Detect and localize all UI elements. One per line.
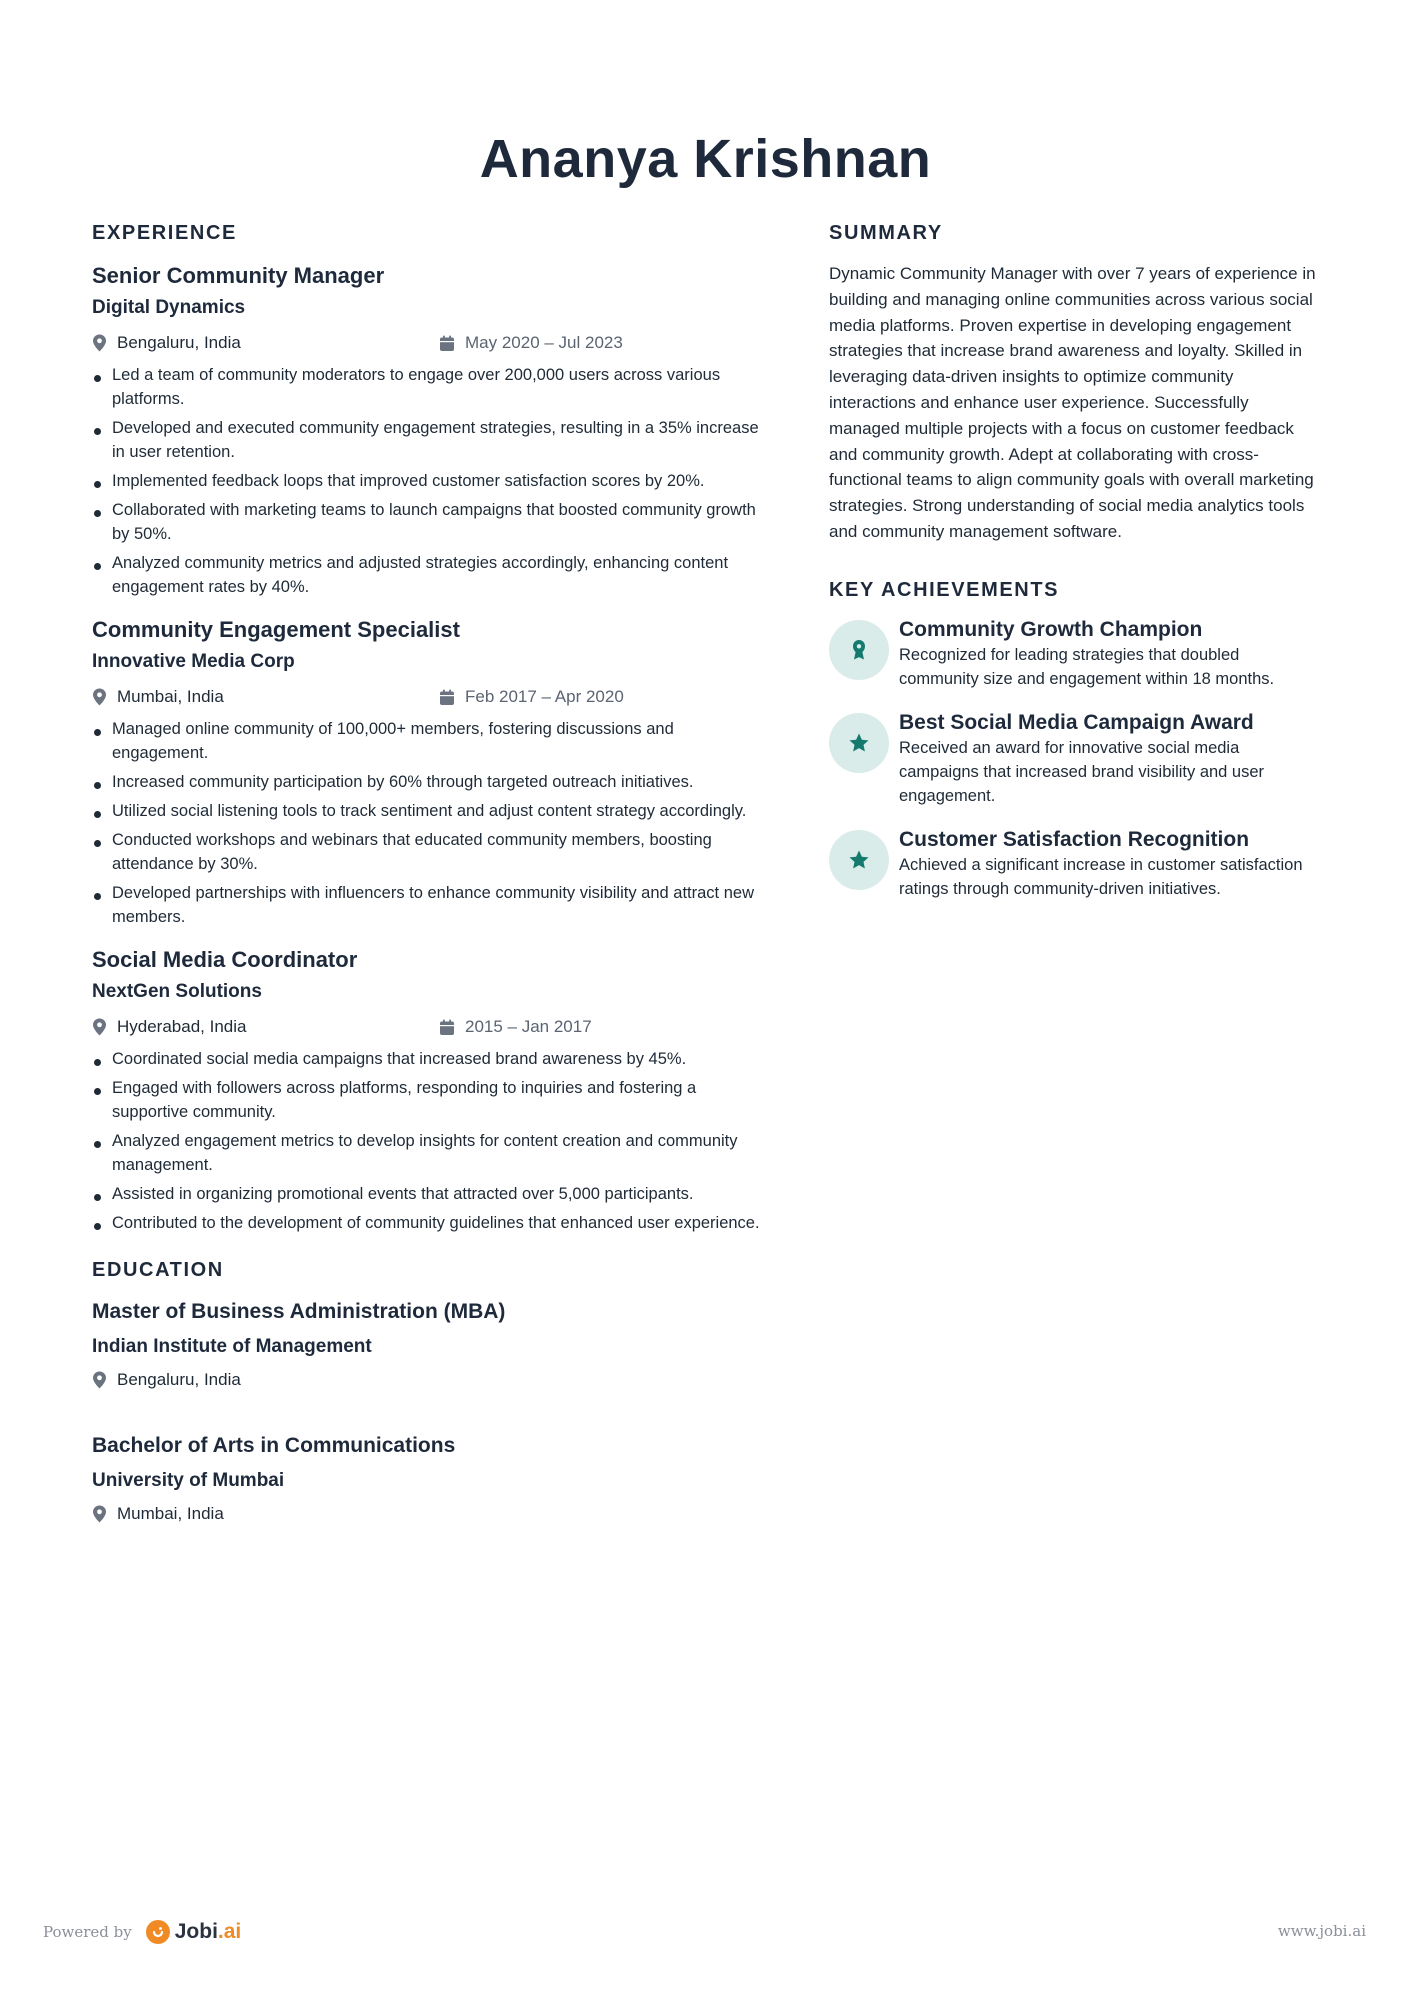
bullet-item: Increased community participation by 60% through targeted outreach initiatives. bbox=[92, 770, 772, 794]
powered-by-label: Powered by bbox=[43, 1923, 132, 1941]
location-pin-icon bbox=[92, 688, 117, 706]
job-bullets bbox=[92, 717, 772, 929]
achievement-title: Community Growth Champion bbox=[899, 617, 1203, 641]
powered-by-footer bbox=[43, 1920, 241, 1944]
bullet-item: Conducted workshops and webinars that educated community members, boosting attendance by 30%. bbox=[92, 828, 772, 876]
bullet-item: Led a team of community moderators to engage over 200,000 users across various platforms. bbox=[92, 363, 772, 411]
bullet-item: Contributed to the development of community guidelines that enhanced user experience. bbox=[92, 1211, 772, 1235]
location-text: Hyderabad, India bbox=[117, 1017, 247, 1036]
job-location bbox=[92, 1017, 439, 1037]
achievements-heading: KEY ACHIEVEMENTS bbox=[829, 578, 1060, 601]
degree-title: Bachelor of Arts in Communications bbox=[92, 1434, 456, 1457]
bullet-item: Coordinated social media campaigns that increased brand awareness by 45%. bbox=[92, 1047, 772, 1071]
jobi-logo-suffix: .ai bbox=[217, 1920, 242, 1943]
company-name: Innovative Media Corp bbox=[92, 651, 295, 672]
achievement-description: Recognized for leading strategies that doubled community size and engagement within 18 months. bbox=[899, 645, 1275, 688]
location-text: Mumbai, India bbox=[117, 687, 224, 706]
award-icon bbox=[829, 620, 889, 680]
education-entry bbox=[92, 1300, 772, 1390]
location-text: Bengaluru, India bbox=[117, 333, 241, 352]
job-entry bbox=[92, 617, 772, 929]
achievement-item bbox=[829, 711, 1319, 808]
calendar-icon bbox=[439, 1019, 465, 1036]
date-text: Feb 2017 – Apr 2020 bbox=[465, 687, 624, 706]
jobi-logo-icon bbox=[146, 1920, 170, 1944]
bullet-item: Assisted in organizing promotional events that attracted over 5,000 participants. bbox=[92, 1182, 772, 1206]
achievement-title: Customer Satisfaction Recognition bbox=[899, 827, 1250, 851]
job-dates bbox=[439, 333, 623, 353]
summary-heading: SUMMARY bbox=[829, 222, 943, 244]
achievement-item bbox=[829, 618, 1319, 691]
job-meta bbox=[92, 687, 772, 707]
job-entry bbox=[92, 947, 772, 1235]
education-location bbox=[92, 1370, 439, 1390]
date-text: 2015 – Jan 2017 bbox=[465, 1017, 592, 1036]
location-text: Mumbai, India bbox=[117, 1504, 224, 1523]
location-pin-icon bbox=[92, 1018, 117, 1036]
education-heading: EDUCATION bbox=[92, 1259, 224, 1281]
education-list bbox=[92, 1300, 772, 1524]
summary-text: Dynamic Community Manager with over 7 years of experience in building and managing online communities across various social media platforms. Proven expertise in developing engagement strategies that increase brand awareness and loyalty. Skilled in leveraging data-driven insights to optimize community interactions and enhance user experience. Successfully managed multiple projects with a focus on customer feedback and community growth. Adept at collaborating with cross-functional teams to align community goals with overall marketing strategies. Strong understanding of social media analytics tools and community management software. bbox=[829, 264, 1316, 541]
job-location bbox=[92, 333, 439, 353]
bullet-item: Analyzed engagement metrics to develop insights for content creation and community management. bbox=[92, 1129, 772, 1177]
education-meta bbox=[92, 1504, 772, 1524]
experience-list bbox=[92, 263, 772, 1235]
candidate-name: Ananya Krishnan bbox=[479, 129, 932, 189]
job-title: Community Engagement Specialist bbox=[92, 617, 460, 642]
job-bullets bbox=[92, 1047, 772, 1235]
job-dates bbox=[439, 687, 624, 707]
bullet-item: Analyzed community metrics and adjusted strategies accordingly, enhancing content engagement rates by 40%. bbox=[92, 551, 772, 599]
star-icon bbox=[829, 713, 889, 773]
calendar-icon bbox=[439, 335, 465, 352]
achievements-list bbox=[829, 618, 1319, 901]
left-column bbox=[92, 222, 772, 1524]
achievement-title: Best Social Media Campaign Award bbox=[899, 710, 1254, 734]
education-entry bbox=[92, 1434, 772, 1524]
job-dates bbox=[439, 1017, 592, 1037]
job-location bbox=[92, 687, 439, 707]
company-name: NextGen Solutions bbox=[92, 981, 262, 1002]
location-pin-icon bbox=[92, 1505, 117, 1523]
achievement-description: Achieved a significant increase in customer satisfaction ratings through community-driven initiatives. bbox=[899, 855, 1303, 898]
job-entry bbox=[92, 263, 772, 599]
date-text: May 2020 – Jul 2023 bbox=[465, 333, 623, 352]
education-location bbox=[92, 1504, 439, 1524]
achievement-body bbox=[899, 711, 1319, 808]
bullet-item: Collaborated with marketing teams to launch campaigns that boosted community growth by 50%. bbox=[92, 498, 772, 546]
achievement-body bbox=[899, 618, 1319, 691]
location-pin-icon bbox=[92, 1371, 117, 1389]
job-meta bbox=[92, 1017, 772, 1037]
jobi-logo[interactable] bbox=[146, 1920, 242, 1944]
experience-heading: EXPERIENCE bbox=[92, 222, 237, 244]
bullet-item: Developed and executed community engagement strategies, resulting in a 35% increase in user retention. bbox=[92, 416, 772, 464]
achievement-body bbox=[899, 828, 1319, 901]
right-column bbox=[829, 222, 1319, 901]
degree-title: Master of Business Administration (MBA) bbox=[92, 1300, 506, 1323]
calendar-icon bbox=[439, 689, 465, 706]
bullet-item: Developed partnerships with influencers to enhance community visibility and attract new members. bbox=[92, 881, 772, 929]
achievement-item bbox=[829, 828, 1319, 901]
star-icon bbox=[829, 830, 889, 890]
job-title: Senior Community Manager bbox=[92, 263, 385, 288]
bullet-item: Managed online community of 100,000+ members, fostering discussions and engagement. bbox=[92, 717, 772, 765]
education-meta bbox=[92, 1370, 772, 1390]
school-name: University of Mumbai bbox=[92, 1470, 285, 1491]
location-pin-icon bbox=[92, 334, 117, 352]
bullet-item: Implemented feedback loops that improved customer satisfaction scores by 20%. bbox=[92, 469, 772, 493]
location-text: Bengaluru, India bbox=[117, 1370, 241, 1389]
bullet-item: Engaged with followers across platforms, responding to inquiries and fostering a supportive community. bbox=[92, 1076, 772, 1124]
website-link[interactable]: www.jobi.ai bbox=[1277, 1922, 1366, 1940]
jobi-logo-text: Jobi bbox=[174, 1920, 218, 1943]
job-bullets bbox=[92, 363, 772, 599]
job-title: Social Media Coordinator bbox=[92, 947, 358, 972]
bullet-item: Utilized social listening tools to track sentiment and adjust content strategy accordingly. bbox=[92, 799, 772, 823]
school-name: Indian Institute of Management bbox=[92, 1336, 372, 1357]
job-meta bbox=[92, 333, 772, 353]
achievement-description: Received an award for innovative social media campaigns that increased brand visibility and user engagement. bbox=[899, 738, 1265, 805]
company-name: Digital Dynamics bbox=[92, 297, 246, 318]
